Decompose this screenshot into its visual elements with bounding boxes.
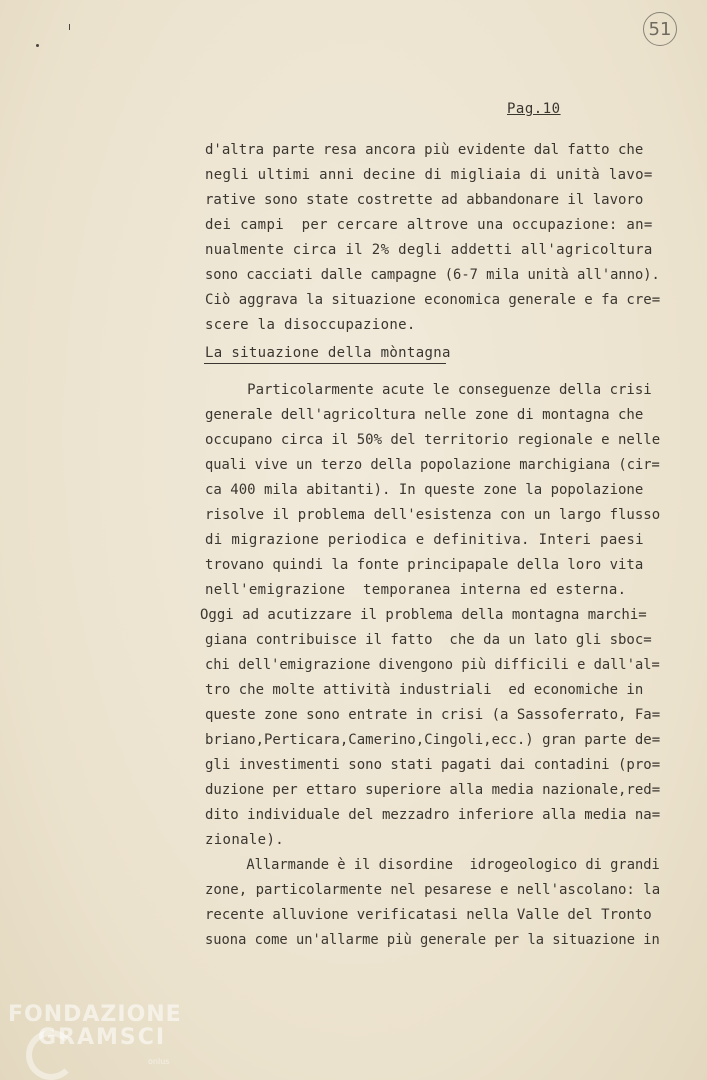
text-line: suona come un'allarme più generale per la situazione in — [205, 932, 660, 948]
text-line: rative sono state costrette ad abbandonare il lavoro — [205, 192, 644, 208]
text-line: nualmente circa il 2% degli addetti all'agricoltura — [205, 242, 653, 258]
text-line: dei campi per cercare altrove una occupazione: an= — [205, 217, 653, 233]
text-line: dito individuale del mezzadro inferiore alla media na= — [205, 807, 661, 823]
text-line: Oggi ad acutizzare il problema della montagna marchi= — [200, 607, 647, 623]
text-line: zone, particolarmente nel pesarese e nell'ascolano: la — [205, 882, 661, 898]
text-line: gli investimenti sono stati pagati dai contadini (pro= — [205, 757, 661, 773]
text-line: Ciò aggrava la situazione economica generale e fa cre= — [205, 292, 661, 308]
text-line: d'altra parte resa ancora più evidente dal fatto che — [205, 142, 644, 158]
text-line: quali vive un terzo della popolazione marchigiana (cir= — [205, 457, 660, 473]
text-line: negli ultimi anni decine di migliaia di unità lavo= — [205, 167, 653, 183]
text-line: queste zone sono entrate in crisi (a Sassoferrato, Fa= — [205, 707, 661, 723]
watermark-line-1: FONDAZIONE — [8, 1002, 182, 1027]
watermark-logo-icon — [26, 1030, 76, 1080]
text-line: briano,Perticara,Camerino,Cingoli,ecc.) gran parte de= — [205, 732, 661, 748]
text-line: occupano circa il 50% del territorio regionale e nelle — [205, 432, 661, 448]
text-line: tro che molte attività industriali ed economiche in — [205, 682, 644, 698]
section-heading: La situazione della mòntagna — [205, 345, 451, 361]
text-line: chi dell'emigrazione divengono più difficili e dall'al= — [205, 657, 660, 673]
archive-page-number: 51 — [643, 12, 677, 46]
heading-underline — [204, 363, 446, 364]
text-line: sono cacciati dalle campagne (6-7 mila unità all'anno). — [205, 267, 660, 283]
text-line: nell'emigrazione temporanea interna ed esterna. — [205, 582, 627, 598]
text-line: duzione per ettaro superiore alla media nazionale,red= — [205, 782, 661, 798]
text-line: scere la disoccupazione. — [205, 317, 416, 333]
text-line: di migrazione periodica e definitiva. Interi paesi — [205, 532, 644, 548]
text-line: trovano quindi la fonte principapale della loro vita — [205, 557, 644, 573]
text-line: recente alluvione verificatasi nella Valle del Tronto — [205, 907, 652, 923]
watermark-suffix: onlus — [148, 1057, 170, 1066]
text-line: zionale). — [205, 832, 285, 848]
text-line: ca 400 mila abitanti). In queste zone la popolazione — [205, 482, 644, 498]
ink-speck — [69, 24, 70, 30]
text-line: Particolarmente acute le conseguenze della crisi — [205, 382, 652, 398]
text-line: giana contribuisce il fatto che da un lato gli sboc= — [205, 632, 652, 648]
ink-speck — [36, 44, 39, 47]
page-label: Pag.10 — [507, 101, 561, 117]
text-line: Allarmande è il disordine idrogeologico di grandi — [205, 857, 660, 873]
text-line: generale dell'agricoltura nelle zone di montagna che — [205, 407, 644, 423]
text-line: risolve il problema dell'esistenza con un largo flusso — [205, 507, 661, 523]
watermark-line-2: GRAMSCI — [38, 1025, 167, 1050]
